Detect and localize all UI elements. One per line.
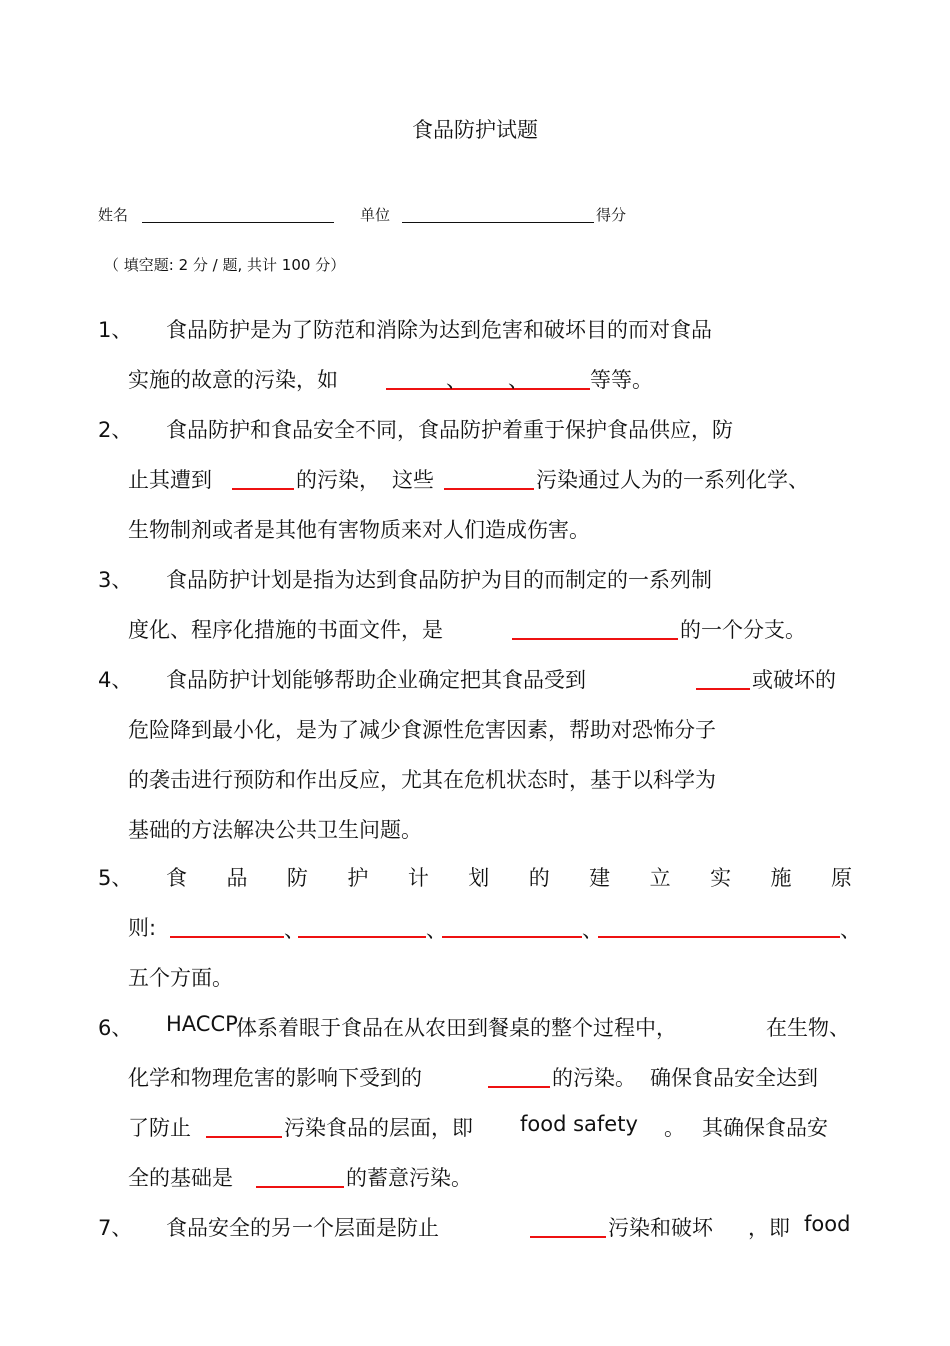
- question-text: 。: [664, 1116, 685, 1140]
- answer-blank[interactable]: [444, 488, 534, 490]
- score-label: 得分: [596, 206, 627, 224]
- question-text: 体系着眼于食品在从农田到餐桌的整个过程中，: [236, 1016, 677, 1040]
- question-char: 实: [710, 866, 732, 890]
- answer-blank[interactable]: [598, 936, 840, 938]
- question-number: 4、: [98, 668, 133, 692]
- question-text: 五个方面。: [128, 966, 233, 990]
- question-number: 1、: [98, 318, 133, 342]
- question-text: 在生物、: [766, 1016, 850, 1040]
- question-char: 食: [166, 866, 187, 890]
- question-text: 这些: [392, 468, 434, 492]
- separator: 、: [426, 918, 447, 942]
- question-text: 食品防护计划能够帮助企业确定把其食品受到: [166, 668, 586, 692]
- separator: 、: [284, 918, 305, 942]
- question-text-latin: food: [804, 1212, 851, 1236]
- question-char: 计: [407, 866, 429, 890]
- answer-blank[interactable]: [488, 1086, 550, 1088]
- question-text: 生物制剂或者是其他有害物质来对人们造成伤害。: [128, 518, 590, 542]
- instruction: （ 填空题: 2 分 / 题, 共计 100 分）: [104, 256, 346, 274]
- question-text: 的一个分支。: [680, 618, 806, 642]
- question-text: 的污染，: [296, 468, 380, 492]
- question-text: 食品防护计划是指为达到食品防护为目的而制定的一系列制: [166, 568, 712, 592]
- question-number: 7、: [98, 1216, 133, 1240]
- unit-field[interactable]: [402, 222, 594, 223]
- question-text-latin: HACCP: [166, 1012, 238, 1036]
- question-number: 6、: [98, 1016, 133, 1040]
- question-char: 品: [226, 866, 248, 890]
- question-char: 护: [347, 866, 369, 890]
- name-label: 姓名: [98, 206, 129, 224]
- answer-blank[interactable]: [232, 488, 294, 490]
- question-text: 食品防护和食品安全不同，食品防护着重于保护食品供应，防: [166, 418, 733, 442]
- separator: 、: [582, 918, 603, 942]
- question-char: 立: [649, 866, 671, 890]
- question-text: 基础的方法解决公共卫生问题。: [128, 818, 422, 842]
- question-text: 等等。: [590, 368, 653, 392]
- separator: 、: [446, 368, 467, 392]
- name-field[interactable]: [142, 222, 334, 223]
- question-text: 污染食品的层面，即: [284, 1116, 473, 1140]
- question-char: 建: [589, 866, 611, 890]
- question-text: 污染和破坏: [608, 1216, 713, 1240]
- separator: 、: [508, 368, 529, 392]
- question-number: 5、: [98, 866, 133, 890]
- unit-label: 单位: [360, 206, 391, 224]
- question-char: 施: [770, 866, 792, 890]
- question-text: 则:: [128, 916, 157, 940]
- question-text: 的蓄意污染。: [346, 1166, 472, 1190]
- question-number: 3、: [98, 568, 133, 592]
- answer-blank[interactable]: [530, 1236, 606, 1238]
- answer-blank[interactable]: [206, 1136, 282, 1138]
- page-title: 食品防护试题: [412, 118, 538, 142]
- question-text: 危险降到最小化，是为了减少食源性危害因素，帮助对恐怖分子: [128, 718, 716, 742]
- question-char: 划: [468, 866, 490, 890]
- answer-blank[interactable]: [442, 936, 582, 938]
- question-text: 其确保食品安: [702, 1116, 828, 1140]
- answer-blank[interactable]: [512, 638, 678, 640]
- question-text: 确保食品安全达到: [650, 1066, 818, 1090]
- question-text: 化学和物理危害的影响下受到的: [128, 1066, 422, 1090]
- question-text: 度化、程序化措施的书面文件，是: [128, 618, 443, 642]
- question-text: 的污染。: [552, 1066, 636, 1090]
- answer-blank[interactable]: [170, 936, 284, 938]
- question-text-spaced: [166, 862, 852, 892]
- question-text: ，即: [748, 1216, 790, 1240]
- answer-blank[interactable]: [298, 936, 426, 938]
- question-char: 防: [286, 866, 308, 890]
- question-text: 或破坏的: [752, 668, 836, 692]
- question-text: 全的基础是: [128, 1166, 233, 1190]
- question-text: 的袭击进行预防和作出反应，尤其在危机状态时，基于以科学为: [128, 768, 716, 792]
- answer-blank[interactable]: [256, 1186, 344, 1188]
- question-text: 食品安全的另一个层面是防止: [166, 1216, 439, 1240]
- question-text: 实施的故意的污染，如: [128, 368, 338, 392]
- question-text-latin: food safety: [520, 1112, 638, 1136]
- answer-blank[interactable]: [386, 388, 590, 390]
- question-number: 2、: [98, 418, 133, 442]
- question-text: 污染通过人为的一系列化学、: [536, 468, 809, 492]
- question-text: 了防止: [128, 1116, 191, 1140]
- question-text: 食品防护是为了防范和消除为达到危害和破坏目的而对食品: [166, 318, 712, 342]
- separator: 、: [840, 918, 861, 942]
- question-text: 止其遭到: [128, 468, 212, 492]
- question-char: 原: [830, 866, 852, 890]
- answer-blank[interactable]: [696, 688, 750, 690]
- question-char: 的: [528, 866, 550, 890]
